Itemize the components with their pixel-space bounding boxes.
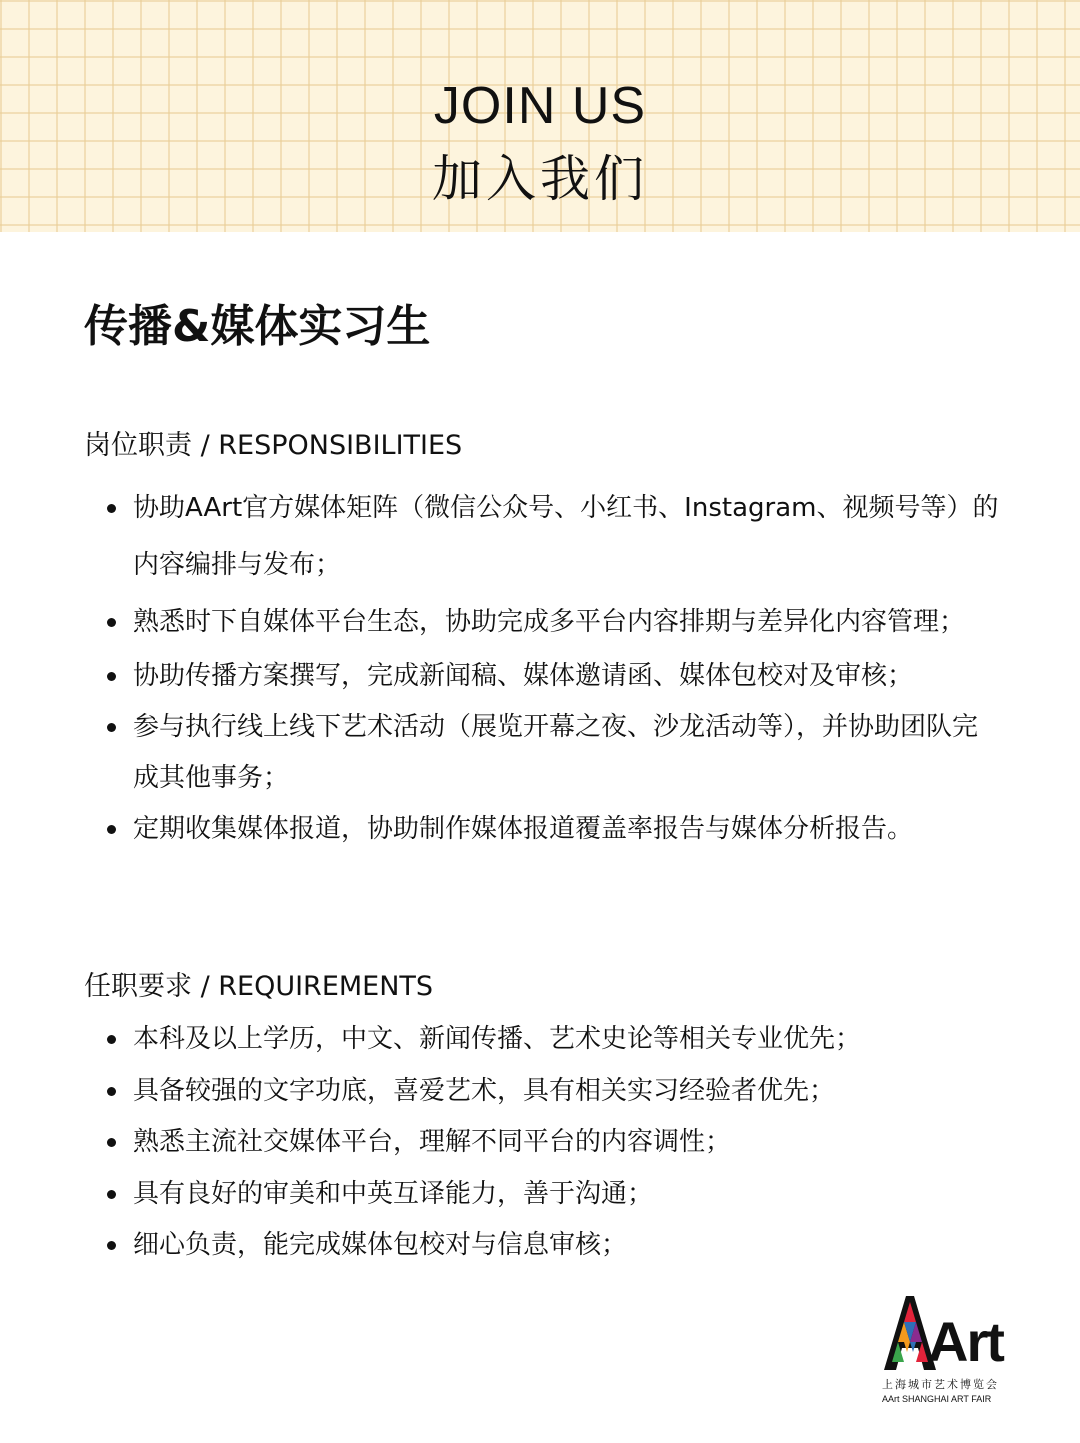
list-item: 细心负责，能完成媒体包校对与信息审核； [0, 1220, 1001, 1272]
list-item: 具备较强的文字功底，喜爱艺术，具有相关实习经验者优先； [0, 1066, 1001, 1118]
requirements-heading: 任职要求 / REQUIREMENTS [84, 971, 434, 1002]
requirements-list [0, 1014, 1001, 1272]
page-title: JOIN US [433, 77, 647, 135]
list-item: 熟悉时下自媒体平台生态，协助完成多平台内容排期与差异化内容管理； [0, 594, 1001, 651]
list-item: 具有良好的审美和中英互译能力，善于沟通； [0, 1169, 1001, 1221]
list-item: 熟悉主流社交媒体平台，理解不同平台的内容调性； [0, 1117, 1001, 1169]
list-item: 定期收集媒体报道，协助制作媒体报道覆盖率报告与媒体分析报告。 [0, 804, 1001, 855]
responsibilities-heading: 岗位职责 / RESPONSIBILITIES [84, 430, 463, 461]
list-item: 参与执行线上线下艺术活动（展览开幕之夜、沙龙活动等），并协助团队完成其他事务； [0, 702, 1001, 804]
job-title: 传播&媒体实习生 [84, 301, 431, 352]
aart-logo [880, 1292, 1003, 1408]
logo-chinese-name: 上海城市艺术博览会 [882, 1378, 999, 1391]
list-item: 协助传播方案撰写，完成新闻稿、媒体邀请函、媒体包校对及审核； [0, 651, 1001, 702]
page-subtitle: 加入我们 [432, 150, 648, 208]
logo-wordmark: Art [928, 1310, 1003, 1373]
responsibilities-list [0, 480, 1001, 855]
list-item: 本科及以上学历，中文、新闻传播、艺术史论等相关专业优先； [0, 1014, 1001, 1066]
list-item: 协助AArt官方媒体矩阵（微信公众号、小红书、Instagram、视频号等）的内容编排与发布； [0, 480, 1001, 594]
logo-english-name: AArt SHANGHAI ART FAIR [882, 1394, 992, 1404]
header-grid-banner [0, 0, 1080, 232]
